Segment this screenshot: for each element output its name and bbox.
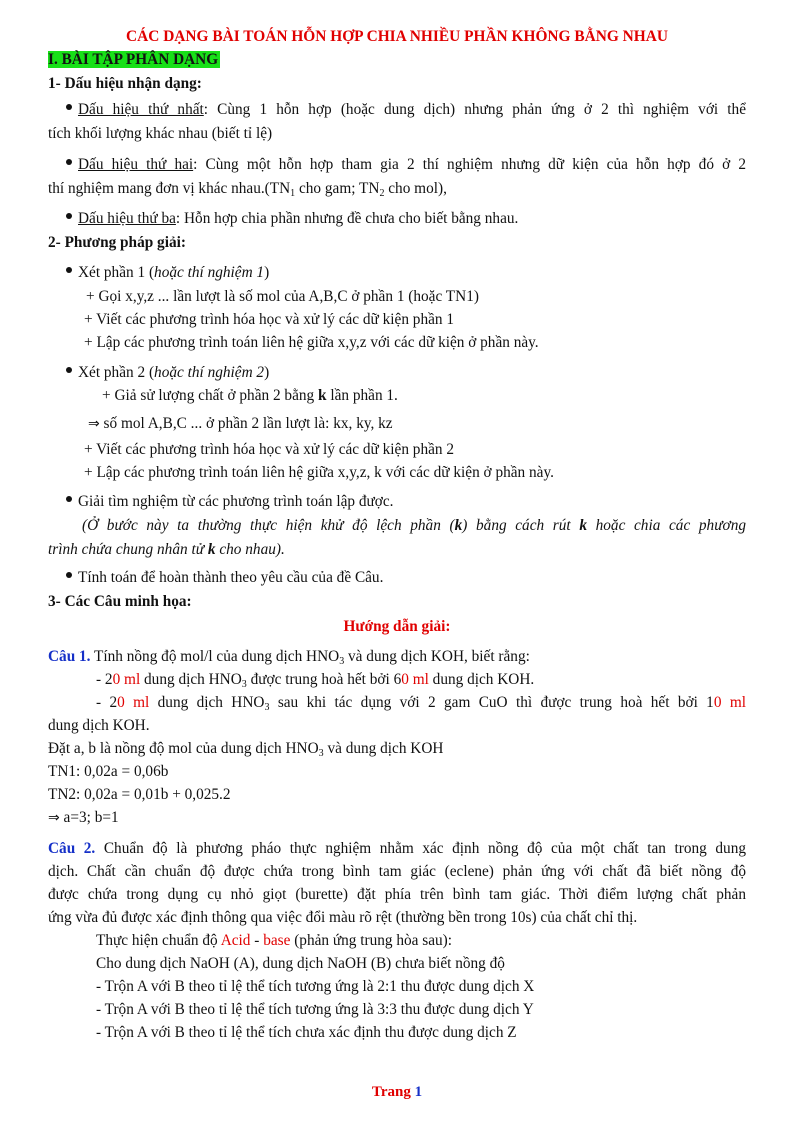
step-2-line-1-b: lần phần 1. <box>326 387 398 404</box>
sign-2-label: Dấu hiệu thứ hai <box>78 156 194 173</box>
subscript: 2 <box>379 188 385 199</box>
q1-tn1: TN1: 0,02a = 0,06b <box>48 763 169 780</box>
q2-line-3: được chứa trong dụng cụ nhỏ giọt (burette) đặt phía trên bình tam giác. Thời điểm lượng chất phản <box>48 886 746 903</box>
k-symbol: k <box>318 387 327 404</box>
q1-l1-red2: 0 ml <box>401 671 429 688</box>
step-3-note <box>82 516 746 536</box>
step-2-line-4: + Lập các phương trình toán liên hệ giữa x,y,z, k với các dữ kiện ở phần này. <box>84 464 554 481</box>
page-number: 1 <box>414 1084 423 1100</box>
q2-line-6: Cho dung dịch NaOH (A), dung dịch NaOH (B) chưa biết nồng độ <box>96 955 505 972</box>
sign-1 <box>66 100 746 120</box>
bullet-icon <box>66 213 72 219</box>
q1-l1-c: được trung hoà hết bởi 6 <box>246 671 402 688</box>
q2-line-2: dịch. Chất cần chuẩn độ được chứa trong bình tam giác (eclene) phản ứng với chất đã biết nồng độ <box>48 863 746 880</box>
step-1-a: Xét phần 1 ( <box>78 264 155 281</box>
sign-2-cont-c: cho mol), <box>384 180 447 197</box>
note-c: hoặc chia các phương <box>586 517 746 534</box>
q1-l2-red2: 0 ml <box>713 694 746 711</box>
q1-line-1 <box>96 670 746 690</box>
step-2-line-1-a: + Giả sử lượng chất ở phần 2 bằng <box>102 387 318 404</box>
sign-3-text: : Hỗn hợp chia phần nhưng đề chưa cho biết bằng nhau. <box>175 210 519 227</box>
q1-l1-a: - 2 <box>96 671 113 688</box>
q1-l2-c: sau khi tác dụng với 2 gam CuO thì được trung hoà hết bởi 1 <box>269 694 714 711</box>
step-2-italic: hoặc thí nghiệm 2 <box>154 364 265 381</box>
q1-l4-b: và dung dịch KOH <box>323 740 444 757</box>
sign-2-cont-a: thí nghiệm mang đơn vị khác nhau.(TN <box>48 180 291 197</box>
bullet-icon <box>66 572 72 578</box>
sign-3 <box>66 209 746 229</box>
q2-line-4: ứng vừa đủ được xác định thông qua việc đổi màu rõ rệt (thường bền trong 10s) của chất chỉ thị. <box>48 909 638 926</box>
step-1 <box>66 263 746 283</box>
q2-line-9: - Trộn A với B theo tỉ lệ thể tích chưa xác định thu được dung dịch Z <box>96 1024 517 1041</box>
page-title: CÁC DẠNG BÀI TOÁN HỖN HỢP CHIA NHIỀU PHẦN KHÔNG BẰNG NHAU <box>126 28 668 45</box>
q2-l5-b: (phản ứng trung hòa sau): <box>290 932 453 949</box>
sign-2-cont <box>48 179 746 199</box>
q1-l1-red1: 0 ml <box>112 671 141 688</box>
subscript: 3 <box>241 679 247 690</box>
step-2-b: ) <box>264 364 270 381</box>
k-symbol: k <box>207 541 216 558</box>
step-2-a: Xét phần 2 ( <box>78 364 155 381</box>
q2-label: Câu 2. <box>48 840 96 857</box>
q1-result-text: a=3; b=1 <box>59 809 119 826</box>
q1-l2-b: dung dịch HNO <box>149 694 265 711</box>
note-a: (Ở bước này ta thường thực hiện khử độ lệch phần ( <box>82 517 455 534</box>
subscript: 3 <box>339 656 345 667</box>
step-2 <box>66 363 746 383</box>
guide-heading: Hướng dẫn giải: <box>343 618 451 635</box>
q1-text-b: và dung dịch KOH, biết rằng: <box>344 648 530 665</box>
sign-2-text: : Cùng một hỗn hợp tham gia 2 thí nghiệm nhưng dữ kiện của hỗn hợp đó ở 2 <box>193 156 746 173</box>
sign-1-text: : Cùng 1 hỗn hợp (hoặc dung dịch) nhưng phản ứng ở 2 thì nghiệm với thể <box>203 101 746 118</box>
heading-signs: 1- Dấu hiệu nhận dạng: <box>48 75 202 92</box>
subscript: 1 <box>290 188 296 199</box>
heading-examples: 3- Các Câu minh họa: <box>48 593 192 610</box>
double-right-arrow-icon: ⇒ <box>88 416 100 432</box>
step-1-italic: hoặc thí nghiệm 1 <box>154 264 265 281</box>
q2-l5-a: Thực hiện chuẩn độ <box>96 932 221 949</box>
heading-method: 2- Phương pháp giải: <box>48 234 186 251</box>
step-1-line-1: + Gọi x,y,z ... lần lượt là số mol của A,B,C ở phần 1 (hoặc TN1) <box>86 288 479 305</box>
step-3 <box>66 492 746 512</box>
bullet-icon <box>66 159 72 165</box>
q2-line-5 <box>96 931 746 951</box>
k-symbol: k <box>454 517 463 534</box>
bullet-icon <box>66 267 72 273</box>
step-1-line-3: + Lập các phương trình toán liên hệ giữa x,y,z với các dữ kiện ở phần này. <box>84 334 539 351</box>
note2-b: cho nhau). <box>215 541 285 558</box>
q1-line-2 <box>96 693 746 713</box>
footer-label: Trang <box>371 1084 411 1100</box>
q1-result <box>48 808 746 828</box>
sign-1-cont: tích khối lượng khác nhau (biết tỉ lệ) <box>48 125 273 142</box>
section-heading <box>48 50 746 70</box>
step-4 <box>66 568 746 588</box>
double-right-arrow-icon: ⇒ <box>48 810 60 826</box>
q1-tn2: TN2: 0,02a = 0,01b + 0,025.2 <box>48 786 231 803</box>
step-4-text: Tính toán để hoàn thành theo yêu cầu của đề Câu. <box>78 569 384 586</box>
subscript: 3 <box>264 702 270 713</box>
step-1-line-2: + Viết các phương trình hóa học và xử lý các dữ kiện phần 1 <box>84 311 455 328</box>
step-3-text: Giải tìm nghiệm từ các phương trình toán lập được. <box>78 493 394 510</box>
q1-text-a: Tính nồng độ mol/l của dung dịch HNO <box>90 648 340 665</box>
q2-base: base <box>263 932 291 949</box>
q1-line <box>48 647 746 667</box>
q1-l1-d: dung dịch KOH. <box>428 671 535 688</box>
note2-a: trình chứa chung nhân tử <box>48 541 208 558</box>
section-highlight: I. BÀI TẬP PHÂN DẠNG <box>48 51 219 68</box>
q2-acid: Acid <box>220 932 251 949</box>
q2-l1-text: Chuẩn độ là phương pháo thực nghiệm nhằm xác định nồng độ của một chất tan trong dung <box>95 840 746 857</box>
q1-line-4 <box>48 739 746 759</box>
q2-dash: - <box>250 932 264 949</box>
q2-line-1 <box>48 839 746 859</box>
step-2-line-3: + Viết các phương trình hóa học và xử lý các dữ kiện phần 2 <box>84 441 455 458</box>
sign-3-label: Dấu hiệu thứ ba <box>78 210 176 227</box>
bullet-icon <box>66 367 72 373</box>
page-footer <box>0 1084 794 1101</box>
k-symbol: k <box>579 517 587 534</box>
bullet-icon <box>66 104 72 110</box>
sign-2-cont-b: cho gam; TN <box>295 180 380 197</box>
q2-line-7: - Trộn A với B theo tỉ lệ thể tích tương ứng là 2:1 thu được dung dịch X <box>96 978 535 995</box>
q1-l1-b: dung dịch HNO <box>140 671 242 688</box>
bullet-icon <box>66 496 72 502</box>
step-3-note-cont <box>48 540 746 560</box>
step-2-line-2 <box>88 414 746 434</box>
q1-l2-red1: 0 ml <box>117 694 150 711</box>
subscript: 3 <box>318 748 324 759</box>
q1-l4-a: Đặt a, b là nồng độ mol của dung dịch HNO <box>48 740 319 757</box>
q1-l2-a: - 2 <box>96 694 118 711</box>
step-1-b: ) <box>264 264 270 281</box>
q1-line-3: dung dịch KOH. <box>48 717 150 734</box>
q2-line-8: - Trộn A với B theo tỉ lệ thể tích tương ứng là 3:3 thu được dung dịch Y <box>96 1001 534 1018</box>
sign-1-label: Dấu hiệu thứ nhất <box>78 101 204 118</box>
note-b: ) bằng cách rút <box>462 517 580 534</box>
sign-2 <box>66 155 746 175</box>
q1-label: Câu 1. <box>48 648 91 665</box>
step-2-line-2-text: số mol A,B,C ... ở phần 2 lần lượt là: kx, ky, kz <box>99 415 393 432</box>
step-2-line-1 <box>102 386 746 406</box>
